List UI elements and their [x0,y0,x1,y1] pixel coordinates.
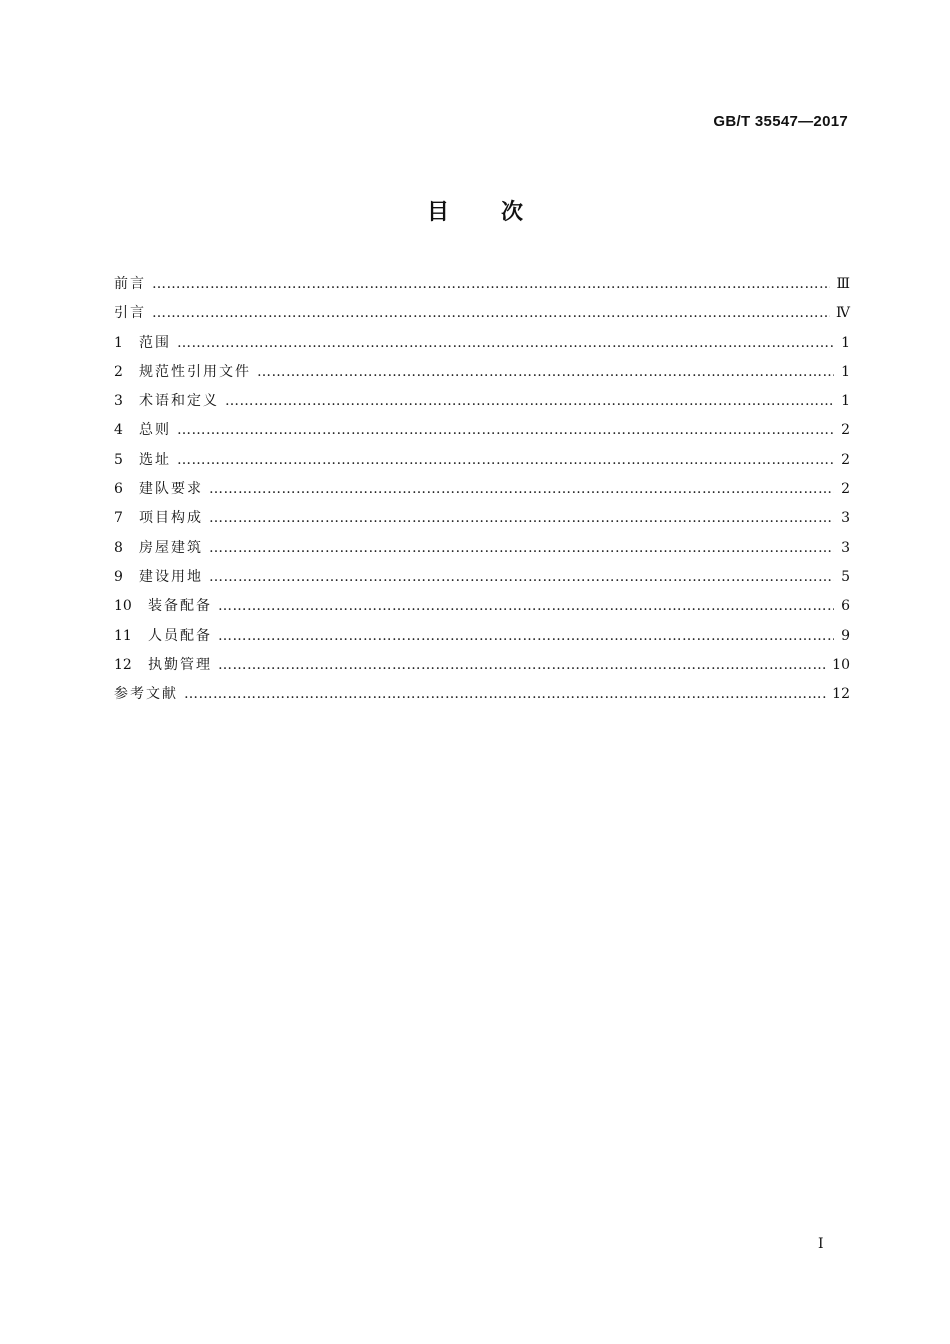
toc-entry-number: 5 [114,451,123,468]
toc-leader-dots [209,510,834,526]
toc-entry-page: 1 [841,334,850,351]
toc-entry-page: 3 [841,539,850,556]
toc-entry-page: Ⅳ [836,305,850,322]
toc-entry-10[interactable] [114,595,850,624]
toc-entry-label: 前言 [114,276,146,292]
toc-entry-label: 总则 [139,422,171,439]
toc-entry-5[interactable] [114,449,850,478]
toc-entry-bibliography[interactable] [114,683,850,712]
toc-entry-number: 1 [114,334,123,351]
table-of-contents [114,273,850,712]
toc-entry-3[interactable] [114,390,850,419]
toc-entry-page: 10 [832,656,850,673]
toc-entry-label: 规范性引用文件 [139,363,251,380]
toc-entry-label: 参考文献 [114,686,178,703]
toc-entry-label: 选址 [139,451,171,468]
toc-entry-number: 6 [114,481,123,498]
toc-entry-number: 3 [114,393,123,410]
toc-leader-dots [257,364,834,380]
toc-leader-dots [152,276,830,292]
toc-leader-dots [225,393,834,409]
toc-leader-dots [218,628,834,644]
toc-entry-page: 1 [841,393,850,410]
toc-entry-page: 9 [841,627,850,644]
toc-entry-label: 人员配备 [148,627,212,644]
toc-entry-label: 建队要求 [139,481,203,498]
toc-entry-number: 10 [114,598,132,615]
toc-leader-dots [209,569,834,585]
page-number: I [818,1236,824,1252]
toc-leader-dots [184,686,826,702]
toc-entry-11[interactable] [114,625,850,654]
toc-entry-label: 项目构成 [139,510,203,527]
toc-entry-label: 房屋建筑 [139,539,203,556]
toc-entry-page: 2 [841,481,850,498]
toc-entry-foreword[interactable] [114,273,850,302]
toc-entry-page: 2 [841,422,850,439]
toc-entry-number: 7 [114,510,123,527]
toc-entry-8[interactable] [114,537,850,566]
toc-entry-number: 2 [114,363,123,380]
toc-entry-4[interactable] [114,419,850,448]
toc-leader-dots [218,657,826,673]
toc-entry-page: 5 [841,568,850,585]
toc-entry-page: 6 [841,598,850,615]
toc-entry-7[interactable] [114,507,850,536]
toc-entry-9[interactable] [114,566,850,595]
toc-entry-label: 术语和定义 [139,393,219,410]
toc-leader-dots [209,540,834,556]
toc-leader-dots [152,305,830,321]
toc-entry-12[interactable] [114,654,850,683]
toc-entry-label: 装备配备 [148,598,212,615]
toc-entry-number: 11 [114,627,132,644]
toc-leader-dots [177,452,834,468]
toc-entry-introduction[interactable] [114,302,850,331]
toc-entry-page: Ⅲ [836,276,850,292]
toc-entry-number: 9 [114,568,123,585]
toc-entry-number: 4 [114,422,123,439]
toc-leader-dots [209,481,834,497]
toc-leader-dots [218,598,834,614]
toc-entry-1[interactable] [114,332,850,361]
toc-leader-dots [177,335,834,351]
toc-entry-label: 引言 [114,305,146,322]
toc-entry-label: 执勤管理 [148,656,212,673]
toc-entry-number: 8 [114,539,123,556]
toc-entry-page: 12 [832,686,850,703]
toc-entry-6[interactable] [114,478,850,507]
toc-entry-page: 1 [841,363,850,380]
toc-leader-dots [177,422,834,438]
page-title: 目次 [426,200,575,225]
standard-code: GB/T 35547—2017 [713,113,848,130]
toc-entry-page: 3 [841,510,850,527]
toc-entry-label: 建设用地 [139,568,203,585]
toc-entry-label: 范围 [139,334,171,351]
toc-entry-number: 12 [114,656,132,673]
toc-entry-2[interactable] [114,361,850,390]
toc-entry-page: 2 [841,451,850,468]
